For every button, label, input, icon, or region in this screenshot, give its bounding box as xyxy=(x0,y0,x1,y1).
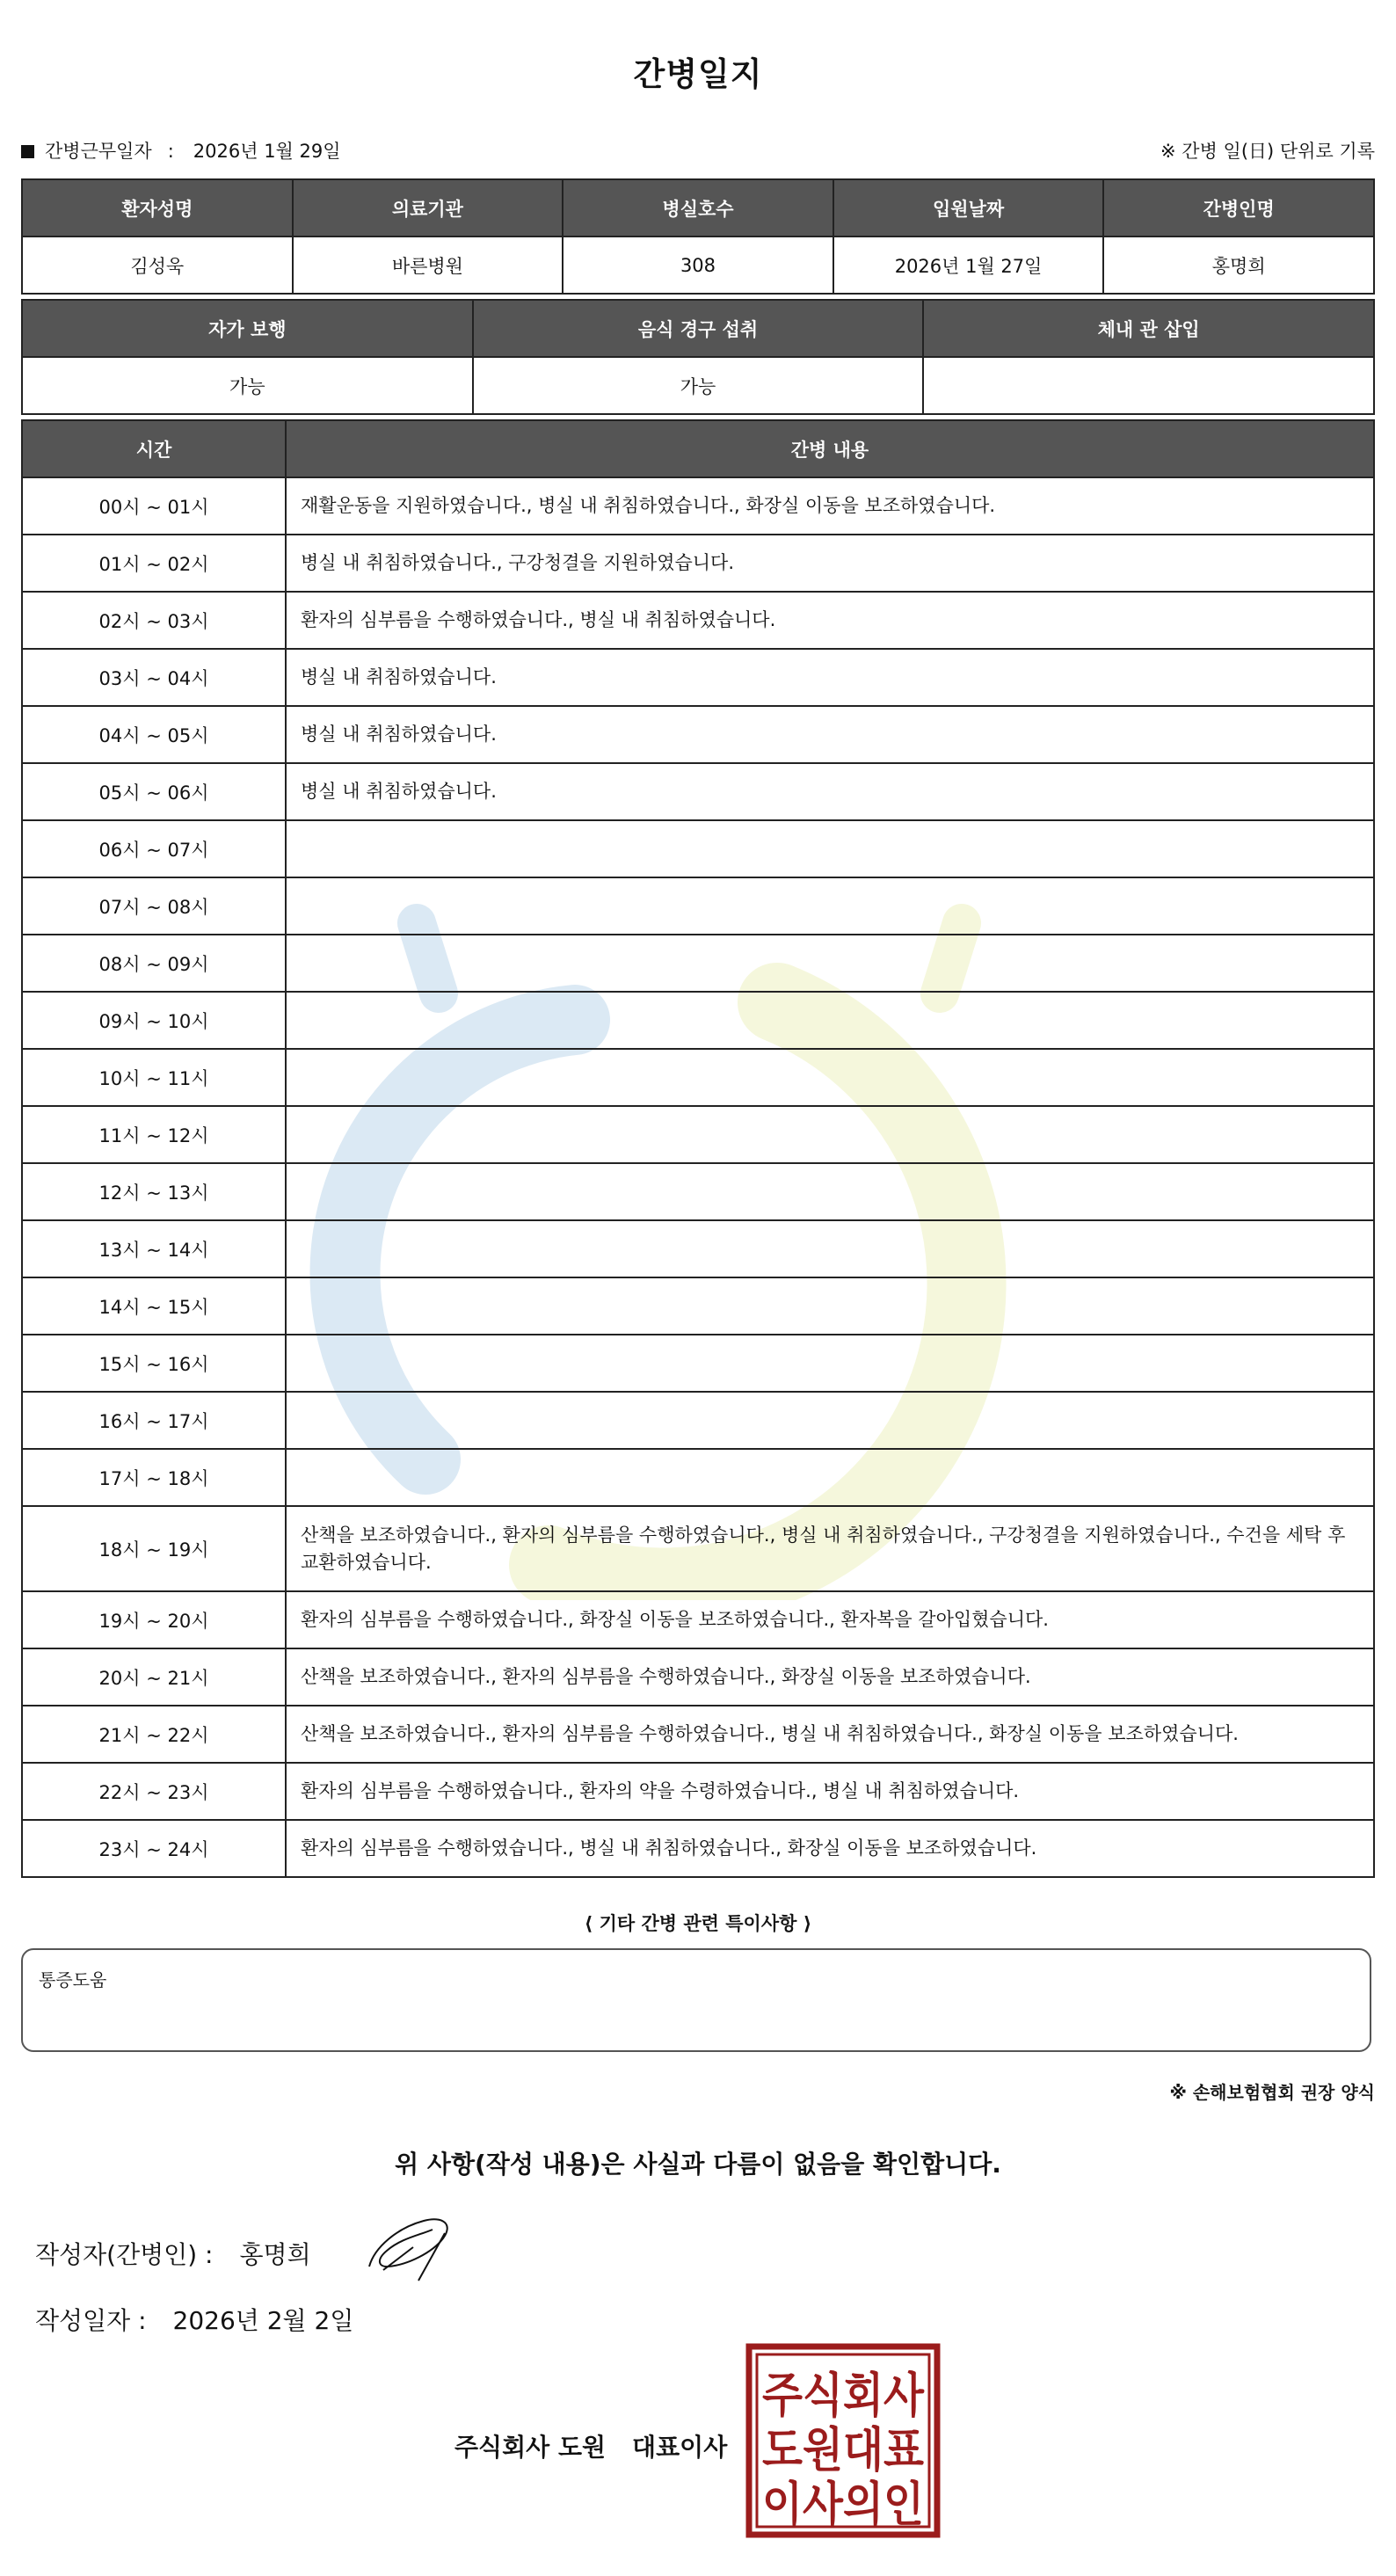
writer-line xyxy=(35,2236,311,2271)
log-row xyxy=(22,1449,1374,1506)
log-time: 20시 ~ 21시 xyxy=(22,1648,286,1706)
work-date-separator: : xyxy=(167,141,174,162)
log-row xyxy=(22,763,1374,820)
svg-text:주식회사: 주식회사 xyxy=(762,2368,925,2423)
written-date-label: 작성일자 : xyxy=(35,2306,147,2335)
log-time: 23시 ~ 24시 xyxy=(22,1820,286,1877)
log-row xyxy=(22,1392,1374,1449)
log-row xyxy=(22,935,1374,992)
header-patient-name: 환자성명 xyxy=(22,179,293,236)
header-admission-date: 입원날짜 xyxy=(833,179,1104,236)
header-time: 시간 xyxy=(22,420,286,477)
log-row xyxy=(22,992,1374,1049)
log-content xyxy=(286,1220,1374,1277)
header-oral-intake: 음식 경구 섭취 xyxy=(473,300,924,357)
log-content xyxy=(286,1049,1374,1106)
header-caregiver: 간병인명 xyxy=(1103,179,1374,236)
tube-insertion-value xyxy=(923,357,1374,414)
care-log-body xyxy=(22,477,1374,1877)
log-row xyxy=(22,1106,1374,1163)
log-content: 환자의 심부름을 수행하였습니다., 화장실 이동을 보조하였습니다., 환자복을 갈아입혔습니다. xyxy=(286,1591,1374,1648)
log-time: 15시 ~ 16시 xyxy=(22,1335,286,1392)
log-time: 17시 ~ 18시 xyxy=(22,1449,286,1506)
log-time: 05시 ~ 06시 xyxy=(22,763,286,820)
confirmation-statement: 위 사항(작성 내용)은 사실과 다름이 없음을 확인합니다. xyxy=(395,2150,1001,2179)
log-content xyxy=(286,935,1374,992)
log-content: 재활운동을 지원하였습니다., 병실 내 취침하였습니다., 화장실 이동을 보조하였습니다. xyxy=(286,477,1374,535)
log-header-row xyxy=(22,420,1374,477)
care-log-table xyxy=(21,419,1375,1878)
patient-status-table xyxy=(21,299,1375,415)
log-row xyxy=(22,706,1374,763)
log-content: 환자의 심부름을 수행하였습니다., 병실 내 취침하였습니다. xyxy=(286,592,1374,649)
notes-box xyxy=(21,1948,1371,2052)
status-header-row xyxy=(22,300,1374,357)
log-row xyxy=(22,592,1374,649)
log-content: 환자의 심부름을 수행하였습니다., 환자의 약을 수령하였습니다., 병실 내 취침하였습니다. xyxy=(286,1763,1374,1820)
log-time: 22시 ~ 23시 xyxy=(22,1763,286,1820)
log-content: 병실 내 취침하였습니다. xyxy=(286,763,1374,820)
page-title: 간병일지 xyxy=(633,55,763,93)
patient-value-row xyxy=(22,236,1374,294)
log-time: 18시 ~ 19시 xyxy=(22,1506,286,1591)
log-content xyxy=(286,1163,1374,1220)
log-content: 병실 내 취침하였습니다., 구강청결을 지원하였습니다. xyxy=(286,535,1374,592)
caregiver-name: 홍명희 xyxy=(1103,236,1374,294)
log-row xyxy=(22,477,1374,535)
unit-note: ※ 간병 일(日) 단위로 기록 xyxy=(1160,141,1375,162)
log-row xyxy=(22,1335,1374,1392)
log-time: 09시 ~ 10시 xyxy=(22,992,286,1049)
log-time: 13시 ~ 14시 xyxy=(22,1220,286,1277)
company-name: 주식회사 도원 xyxy=(454,2433,607,2462)
log-content: 병실 내 취침하였습니다. xyxy=(286,706,1374,763)
handwritten-signature xyxy=(362,2212,459,2286)
log-row xyxy=(22,1506,1374,1591)
log-time: 10시 ~ 11시 xyxy=(22,1049,286,1106)
log-row xyxy=(22,1648,1374,1706)
log-row xyxy=(22,820,1374,877)
log-content xyxy=(286,1449,1374,1506)
ceo-title: 대표이사 xyxy=(632,2433,728,2462)
patient-info-table xyxy=(21,178,1375,295)
header-self-walking: 자가 보행 xyxy=(22,300,473,357)
log-row xyxy=(22,1763,1374,1820)
log-time: 19시 ~ 20시 xyxy=(22,1591,286,1648)
header-care-content: 간병 내용 xyxy=(286,420,1374,477)
square-bullet-icon xyxy=(21,145,34,158)
log-time: 21시 ~ 22시 xyxy=(22,1706,286,1763)
patient-header-row xyxy=(22,179,1374,236)
hospital-name: 바른병원 xyxy=(293,236,563,294)
log-time: 07시 ~ 08시 xyxy=(22,877,286,935)
room-number: 308 xyxy=(563,236,833,294)
admission-date: 2026년 1월 27일 xyxy=(833,236,1104,294)
log-row xyxy=(22,877,1374,935)
log-row xyxy=(22,1820,1374,1877)
log-content: 산책을 보조하였습니다., 환자의 심부름을 수행하였습니다., 병실 내 취침하였습니다., 화장실 이동을 보조하였습니다. xyxy=(286,1706,1374,1763)
work-date-line xyxy=(21,137,341,164)
svg-text:이사의인: 이사의인 xyxy=(762,2477,924,2532)
log-row xyxy=(22,649,1374,706)
log-time: 04시 ~ 05시 xyxy=(22,706,286,763)
header-room: 병실호수 xyxy=(563,179,833,236)
log-content: 산책을 보조하였습니다., 환자의 심부름을 수행하였습니다., 화장실 이동을 보조하였습니다. xyxy=(286,1648,1374,1706)
log-time: 12시 ~ 13시 xyxy=(22,1163,286,1220)
log-row xyxy=(22,1163,1374,1220)
work-date-label: 간병근무일자 xyxy=(45,141,152,162)
association-note: ※ 손해보험협회 권장 양식 xyxy=(1169,2082,1375,2103)
log-content xyxy=(286,992,1374,1049)
written-date-line xyxy=(35,2302,353,2337)
log-row xyxy=(22,1049,1374,1106)
written-date-value: 2026년 2월 2일 xyxy=(172,2306,354,2335)
log-content: 산책을 보조하였습니다., 환자의 심부름을 수행하였습니다., 병실 내 취침하였습니다., 구강청결을 지원하였습니다., 수건을 세탁 후 교환하였습니다. xyxy=(286,1506,1374,1591)
log-content xyxy=(286,877,1374,935)
log-time: 00시 ~ 01시 xyxy=(22,477,286,535)
log-row xyxy=(22,1277,1374,1335)
patient-name: 김성욱 xyxy=(22,236,293,294)
log-row xyxy=(22,1220,1374,1277)
self-walking-value: 가능 xyxy=(22,357,473,414)
log-time: 03시 ~ 04시 xyxy=(22,649,286,706)
log-content xyxy=(286,820,1374,877)
log-row xyxy=(22,1591,1374,1648)
work-date-value: 2026년 1월 29일 xyxy=(193,141,341,162)
log-content xyxy=(286,1392,1374,1449)
care-journal-page xyxy=(21,0,1375,2576)
svg-text:도원대표: 도원대표 xyxy=(762,2422,924,2478)
notes-content: 통증도움 xyxy=(39,1969,107,1990)
company-line xyxy=(454,2428,727,2463)
log-content xyxy=(286,1277,1374,1335)
log-content: 환자의 심부름을 수행하였습니다., 병실 내 취침하였습니다., 화장실 이동을 보조하였습니다. xyxy=(286,1820,1374,1877)
log-time: 01시 ~ 02시 xyxy=(22,535,286,592)
company-seal-stamp xyxy=(745,2343,941,2538)
writer-name: 홍명희 xyxy=(239,2240,311,2269)
header-tube-insertion: 체내 관 삽입 xyxy=(923,300,1374,357)
writer-label: 작성자(간병인) : xyxy=(35,2240,214,2269)
log-row xyxy=(22,535,1374,592)
log-content xyxy=(286,1335,1374,1392)
log-time: 08시 ~ 09시 xyxy=(22,935,286,992)
oral-intake-value: 가능 xyxy=(473,357,924,414)
log-row xyxy=(22,1706,1374,1763)
log-content xyxy=(286,1106,1374,1163)
log-time: 11시 ~ 12시 xyxy=(22,1106,286,1163)
log-time: 02시 ~ 03시 xyxy=(22,592,286,649)
log-content: 병실 내 취침하였습니다. xyxy=(286,649,1374,706)
status-value-row xyxy=(22,357,1374,414)
notes-title: ⟨ 기타 간병 관련 특이사항 ⟩ xyxy=(584,1913,812,1934)
log-time: 14시 ~ 15시 xyxy=(22,1277,286,1335)
header-hospital: 의료기관 xyxy=(293,179,563,236)
log-time: 16시 ~ 17시 xyxy=(22,1392,286,1449)
log-time: 06시 ~ 07시 xyxy=(22,820,286,877)
